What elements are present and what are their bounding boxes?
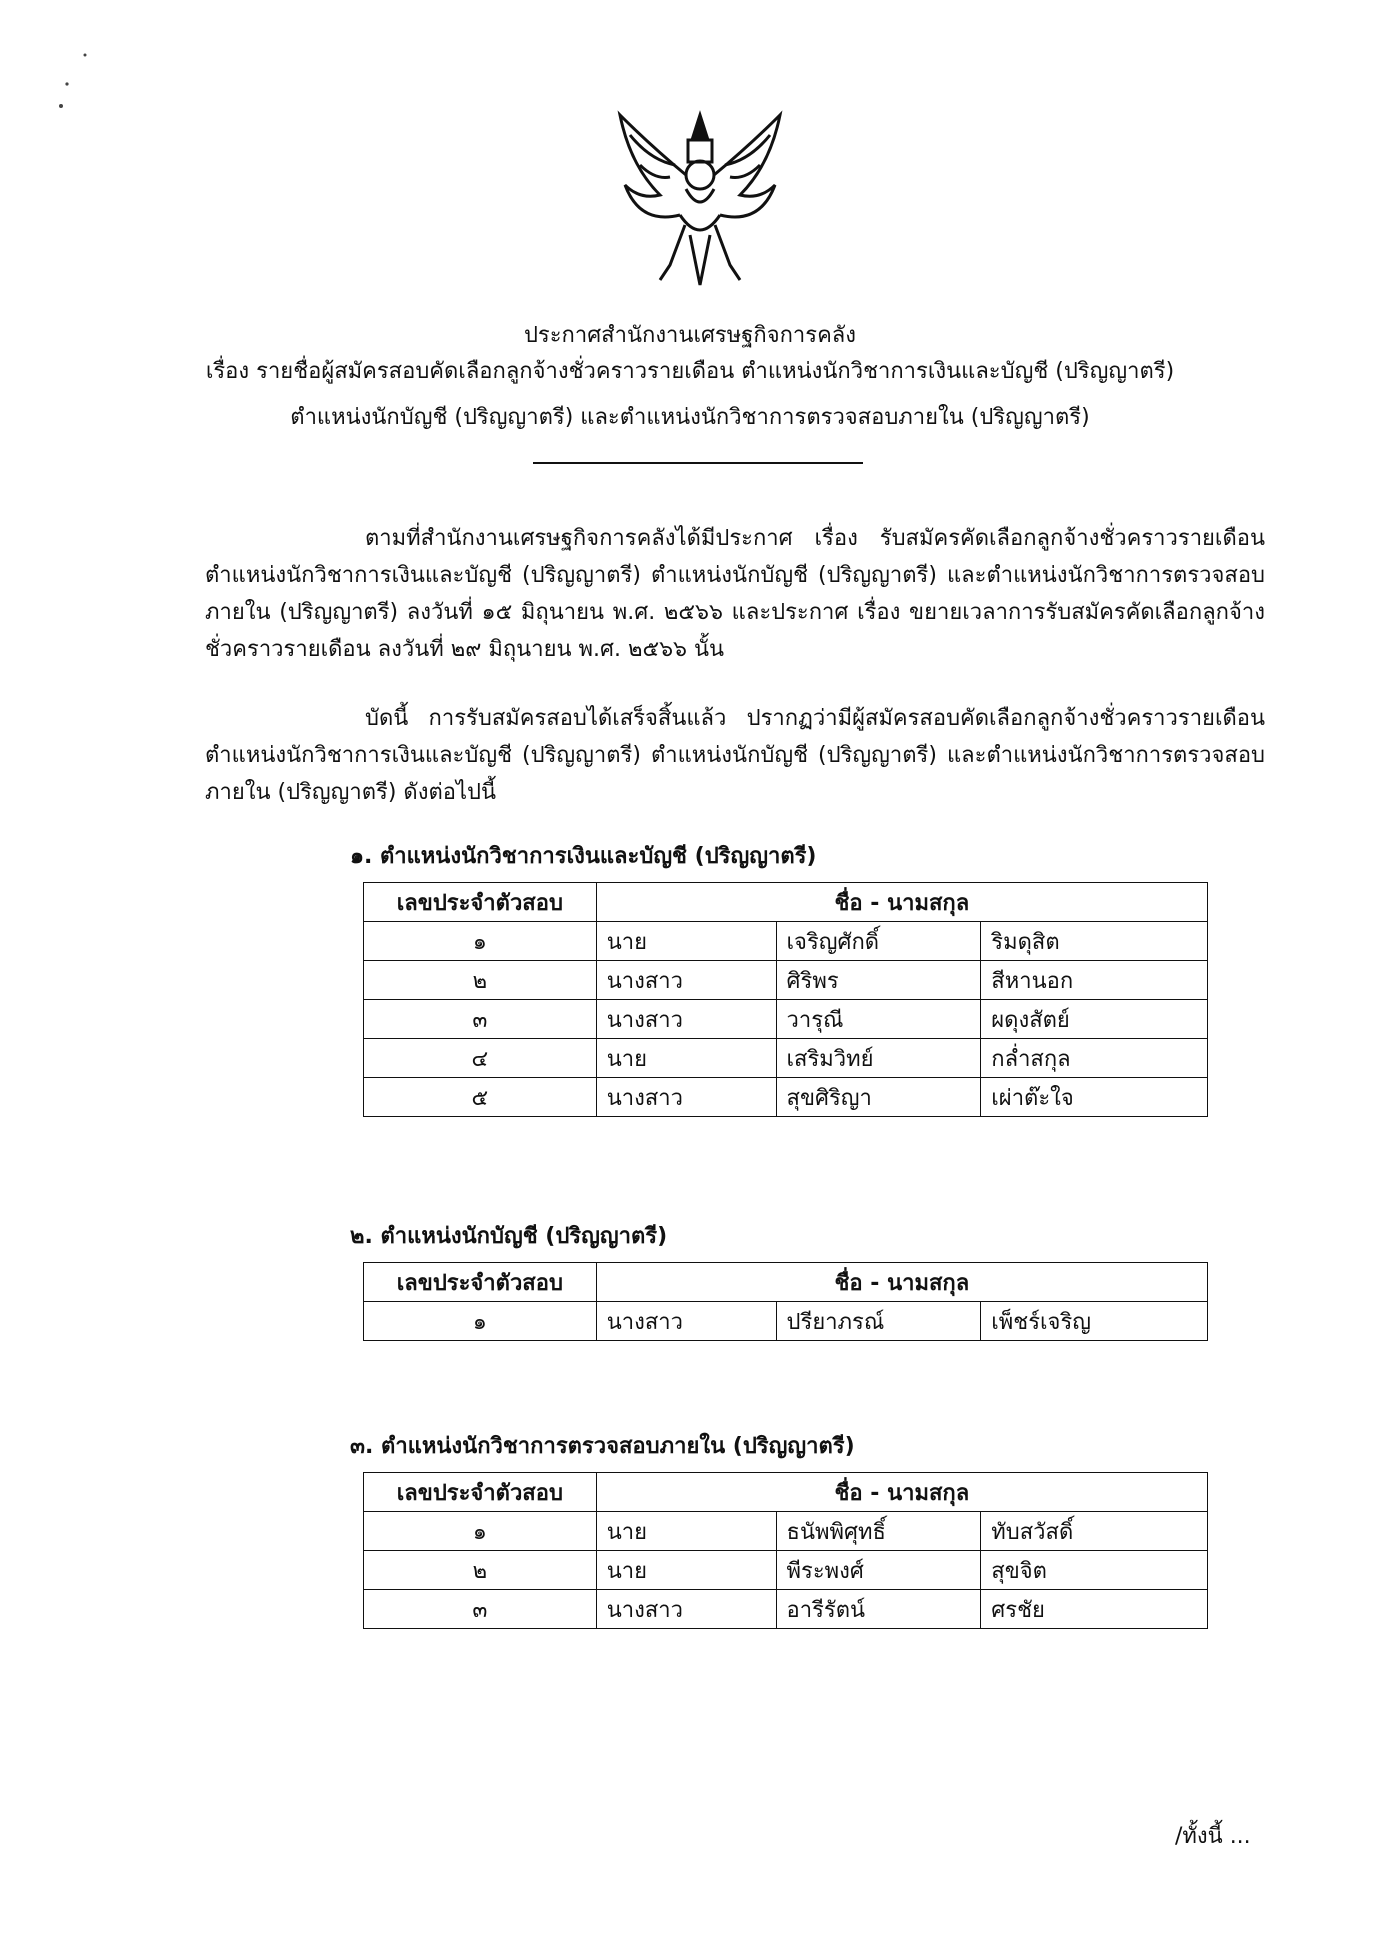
exam-id: ๓ [364,1000,597,1039]
table-header-row [364,883,1208,922]
first-name: พีระพงศ์ [776,1551,981,1590]
exam-id: ๕ [364,1078,597,1117]
paragraph-result [205,700,1265,811]
garuda-emblem-icon [600,105,800,295]
last-name: เพ็ชร์เจริญ [981,1302,1208,1341]
exam-id: ๒ [364,961,597,1000]
announcement-subject: เรื่อง รายชื่อผู้สมัครสอบคัดเลือกลูกจ้างชั่วคราวรายเดือน ตำแหน่งนักวิชาการเงินและบัญชี (ปริญญาตรี) [205,359,1175,384]
table-row [364,1078,1208,1117]
table-header-row [364,1263,1208,1302]
name-prefix: นาย [596,1512,776,1551]
header-full-name: ชื่อ - นามสกุล [596,1263,1207,1302]
last-name: ทับสวัสดิ์ [981,1512,1208,1551]
table-row [364,922,1208,961]
table-row [364,1512,1208,1551]
table-row [364,1302,1208,1341]
section-title-auditor: ๓. ตำแหน่งนักวิชาการตรวจสอบภายใน (ปริญญาตรี) [350,1434,855,1459]
last-name: ศรชัย [981,1590,1208,1629]
candidate-table-finance [363,882,1208,1117]
first-name: วารุณี [776,1000,981,1039]
exam-id: ๒ [364,1551,597,1590]
name-prefix: นางสาว [596,1590,776,1629]
scan-specks [55,50,95,120]
paragraph-intro-text: ตามที่สำนักงานเศรษฐกิจการคลังได้มีประกาศ เรื่อง รับสมัครคัดเลือกลูกจ้างชั่วคราวรายเดือน ตำแหน่งนักวิชาการเงินและบัญชี (ปริญญาตรี) ตำแหน่งนักบัญชี (ปริญญาตรี) และตำแหน่งนักวิชาการตรวจสอบภายใน (ปริญญาตรี) ลงวันที่ ๑๕ มิถุนายน พ.ศ. ๒๕๖๖ และประกาศ เรื่อง ขยายเวลาการรับสมัครคัดเลือกลูกจ้างชั่วคราวรายเดือน ลงวันที่ ๒๙ มิถุนายน พ.ศ. ๒๕๖๖ นั้น [205,526,1265,662]
name-prefix: นาย [596,1039,776,1078]
name-prefix: นาย [596,1551,776,1590]
name-prefix: นางสาว [596,1302,776,1341]
header-exam-id: เลขประจำตัวสอบ [364,1263,597,1302]
name-prefix: นางสาว [596,1078,776,1117]
last-name: สีหานอก [981,961,1208,1000]
first-name: ปรียาภรณ์ [776,1302,981,1341]
first-name: ธนัพพิศุทธิ์ [776,1512,981,1551]
paragraph-intro [205,520,1265,668]
exam-id: ๑ [364,1302,597,1341]
exam-id: ๓ [364,1590,597,1629]
section-title-finance: ๑. ตำแหน่งนักวิชาการเงินและบัญชี (ปริญญาตรี) [350,844,817,869]
last-name: สุขจิต [981,1551,1208,1590]
candidate-table-accountant [363,1262,1208,1341]
table-row [364,1039,1208,1078]
last-name: กล่ำสกุล [981,1039,1208,1078]
title-divider [533,462,863,464]
header-exam-id: เลขประจำตัวสอบ [364,1473,597,1512]
first-name: สุขศิริญา [776,1078,981,1117]
exam-id: ๑ [364,1512,597,1551]
candidate-table-auditor [363,1472,1208,1629]
last-name: ผดุงสัตย์ [981,1000,1208,1039]
first-name: เจริญศักดิ์ [776,922,981,961]
header-full-name: ชื่อ - นามสกุล [596,883,1207,922]
announcement-subject-cont: ตำแหน่งนักบัญชี (ปริญญาตรี) และตำแหน่งนักวิชาการตรวจสอบภายใน (ปริญญาตรี) [290,405,1090,430]
table-row [364,961,1208,1000]
name-prefix: นางสาว [596,961,776,1000]
announcement-title: ประกาศสำนักงานเศรษฐกิจการคลัง [523,323,857,348]
first-name: เสริมวิทย์ [776,1039,981,1078]
last-name: ริมดุสิต [981,922,1208,961]
last-name: เผ่าต๊ะใจ [981,1078,1208,1117]
continuation-marker: /ทั้งนี้ ... [1175,1824,1251,1849]
exam-id: ๑ [364,922,597,961]
header-exam-id: เลขประจำตัวสอบ [364,883,597,922]
first-name: ศิริพร [776,961,981,1000]
exam-id: ๔ [364,1039,597,1078]
name-prefix: นางสาว [596,1000,776,1039]
paragraph-result-text: บัดนี้ การรับสมัครสอบได้เสร็จสิ้นแล้ว ปรากฏว่ามีผู้สมัครสอบคัดเลือกลูกจ้างชั่วคราวรายเดือน ตำแหน่งนักวิชาการเงินและบัญชี (ปริญญาตรี) ตำแหน่งนักบัญชี (ปริญญาตรี) และตำแหน่งนักวิชาการตรวจสอบภายใน (ปริญญาตรี) ดังต่อไปนี้ [205,706,1265,805]
section-title-accountant: ๒. ตำแหน่งนักบัญชี (ปริญญาตรี) [350,1224,668,1249]
first-name: อารีรัตน์ [776,1590,981,1629]
table-row [364,1000,1208,1039]
name-prefix: นาย [596,922,776,961]
table-row [364,1551,1208,1590]
table-row [364,1590,1208,1629]
table-header-row [364,1473,1208,1512]
header-full-name: ชื่อ - นามสกุล [596,1473,1207,1512]
